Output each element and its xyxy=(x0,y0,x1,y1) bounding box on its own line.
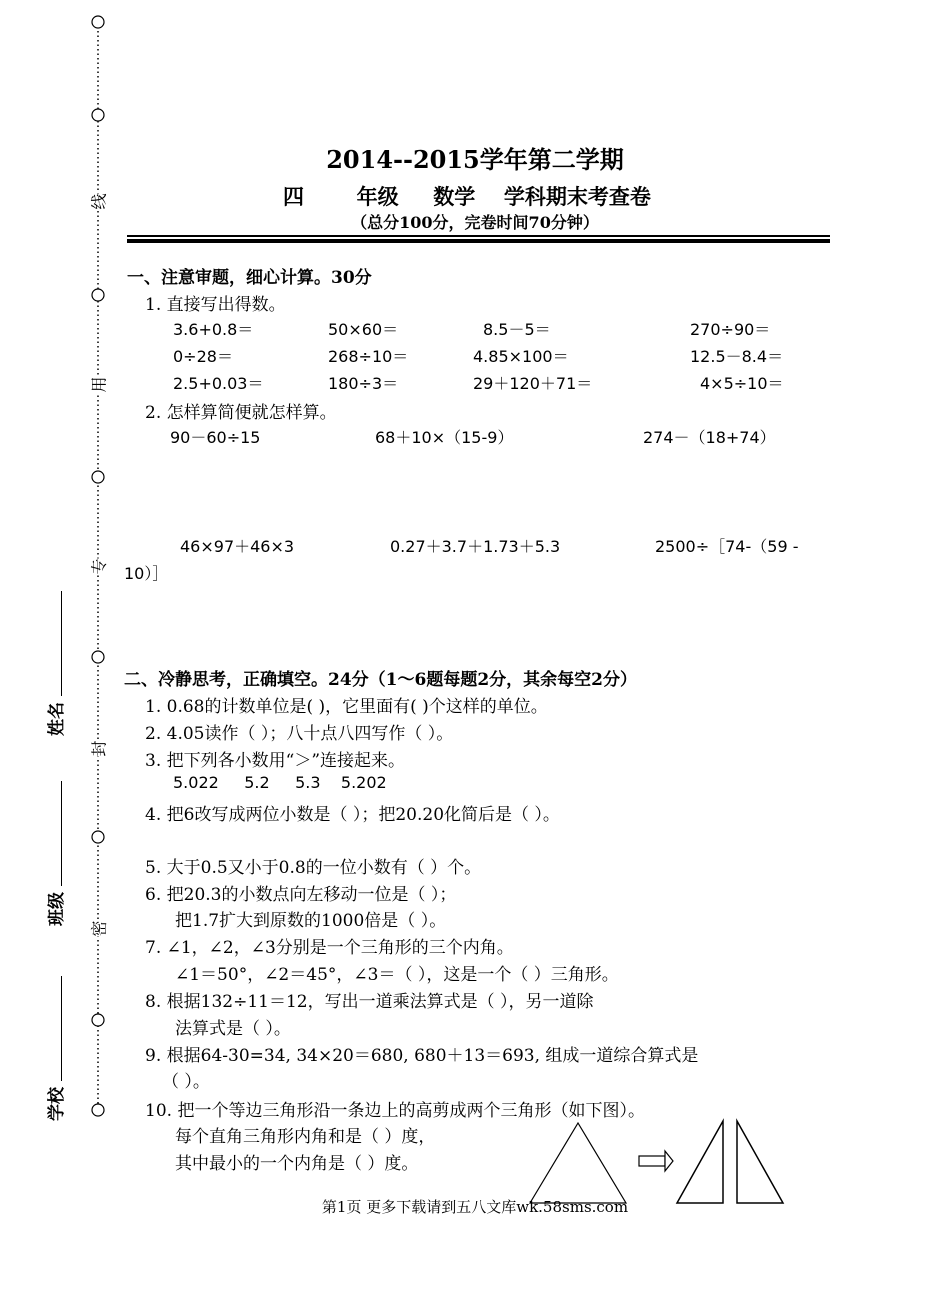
page-footer: 第1页 更多下载请到五八文库wk.58sms.com xyxy=(321,1198,629,1216)
fill-question-line: 把1.7扩大到原数的1000倍是（ ）。 xyxy=(175,911,447,931)
fill-question-line: 2. 4.05读作（ ）；八十点八四写作（ ）。 xyxy=(145,724,454,744)
q1-cell: 4.85×100＝ xyxy=(473,347,569,366)
q2-label: 2. 怎样算简便就怎样算。 xyxy=(145,403,337,423)
exam-name-label: 学科期末考查卷 xyxy=(503,184,651,209)
fill-question-line: 法算式是（ ）。 xyxy=(175,1019,291,1039)
exam-title: 2014--2015学年第二学期 xyxy=(326,145,624,174)
q2-expression-continued: 10）］ xyxy=(124,564,169,583)
student-class-field[interactable] xyxy=(42,766,67,926)
q1-cell: 2.5+0.03＝ xyxy=(173,374,264,393)
fill-question-line: ∠1＝50°，∠2＝45°，∠3＝（ ），这是一个（ ）三角形。 xyxy=(175,965,619,985)
student-name-label: 姓名 xyxy=(47,702,67,736)
q1-cell: 180÷3＝ xyxy=(328,374,399,393)
fill-question-line: 6. 把20.3的小数点向左移动一位是（ ）； xyxy=(145,885,457,905)
q1-cell: 270÷90＝ xyxy=(690,320,771,339)
section1-title: 一、注意审题，细心计算。30分 xyxy=(127,268,372,288)
fill-question-line: 3. 把下列各小数用“＞”连接起来。 xyxy=(145,751,406,771)
student-class-label: 班级 xyxy=(47,892,67,926)
right-triangle-left xyxy=(677,1121,723,1203)
header-rule-thick xyxy=(127,239,830,243)
q2-expression: 90－60÷15 xyxy=(170,428,261,447)
fill-question-line: 1. 0.68的计数单位是( )，它里面有( )个这样的单位。 xyxy=(145,697,548,717)
q1-cell: 50×60＝ xyxy=(328,320,399,339)
fill-question-line: 4. 把6改写成两位小数是（ ）；把20.20化简后是（ ）。 xyxy=(145,805,560,825)
q2-expression: 68＋10×（15-9） xyxy=(375,428,514,447)
q1-cell: 29＋120＋71＝ xyxy=(473,374,593,393)
margin-char-feng: 封 xyxy=(87,740,110,756)
right-arrow-icon xyxy=(639,1151,673,1171)
grade-label: 年级 xyxy=(356,184,399,209)
section2-title: 二、冷静思考，正确填空。24分（1～6题每题2分，其余每空2分） xyxy=(124,670,637,690)
q1-cell: 3.6+0.8＝ xyxy=(173,320,254,339)
equilateral-triangle xyxy=(530,1123,626,1203)
margin-char-zhuan: 专 xyxy=(87,558,110,574)
subject-label: 数学 xyxy=(433,184,476,209)
q1-cell: 0÷28＝ xyxy=(173,347,233,366)
fill-question-line: 5. 大于0.5又小于0.8的一位小数有（ ）个。 xyxy=(145,858,482,878)
exam-note: （总分100分，完卷时间70分钟） xyxy=(351,213,599,232)
q1-cell: 12.5－8.4＝ xyxy=(690,347,784,366)
margin-char-yong: 用 xyxy=(87,376,110,392)
student-name-field[interactable] xyxy=(42,576,67,736)
q2-expression: 2500÷［74-（59 - xyxy=(655,537,799,556)
student-school-label: 学校 xyxy=(47,1087,67,1121)
fill-question-line: 每个直角三角形内角和是（ ）度， xyxy=(175,1127,436,1147)
exam-subtitle xyxy=(283,181,651,211)
fill-question-line: 10. 把一个等边三角形沿一条边上的高剪成两个三角形（如下图）。 xyxy=(145,1101,645,1121)
q1-cell: 268÷10＝ xyxy=(328,347,409,366)
student-school-field[interactable] xyxy=(42,961,67,1121)
q2-expression: 46×97＋46×3 xyxy=(180,537,295,556)
fill-question-line: （ ）。 xyxy=(162,1072,210,1092)
grade-number: 四 xyxy=(283,184,304,209)
q2-expression: 0.27＋3.7＋1.73＋5.3 xyxy=(390,537,561,556)
margin-char-xian: 线 xyxy=(87,193,110,209)
fill-question-line: 9. 根据64-30=34, 34×20＝680, 680＋13＝693, 组成一道综合算式是 xyxy=(145,1046,699,1066)
q1-label: 1. 直接写出得数。 xyxy=(145,295,286,315)
fill-question-line: 其中最小的一个内角是（ ）度。 xyxy=(175,1154,419,1174)
margin-char-mi: 密 xyxy=(87,920,110,936)
fill-question-line: 7. ∠1，∠2，∠3分别是一个三角形的三个内角。 xyxy=(145,938,514,958)
q1-cell: 4×5÷10＝ xyxy=(700,374,784,393)
fill-question-line: 8. 根据132÷11＝12，写出一道乘法算式是（ ），另一道除 xyxy=(145,992,594,1012)
q2-expression: 274－（18+74） xyxy=(643,428,776,447)
q1-cell: 8.5－5＝ xyxy=(483,320,551,339)
right-triangle-right xyxy=(737,1121,783,1203)
header-rule-thin xyxy=(127,235,830,237)
fill-question-line: 5.022 5.2 5.3 5.202 xyxy=(173,773,387,792)
